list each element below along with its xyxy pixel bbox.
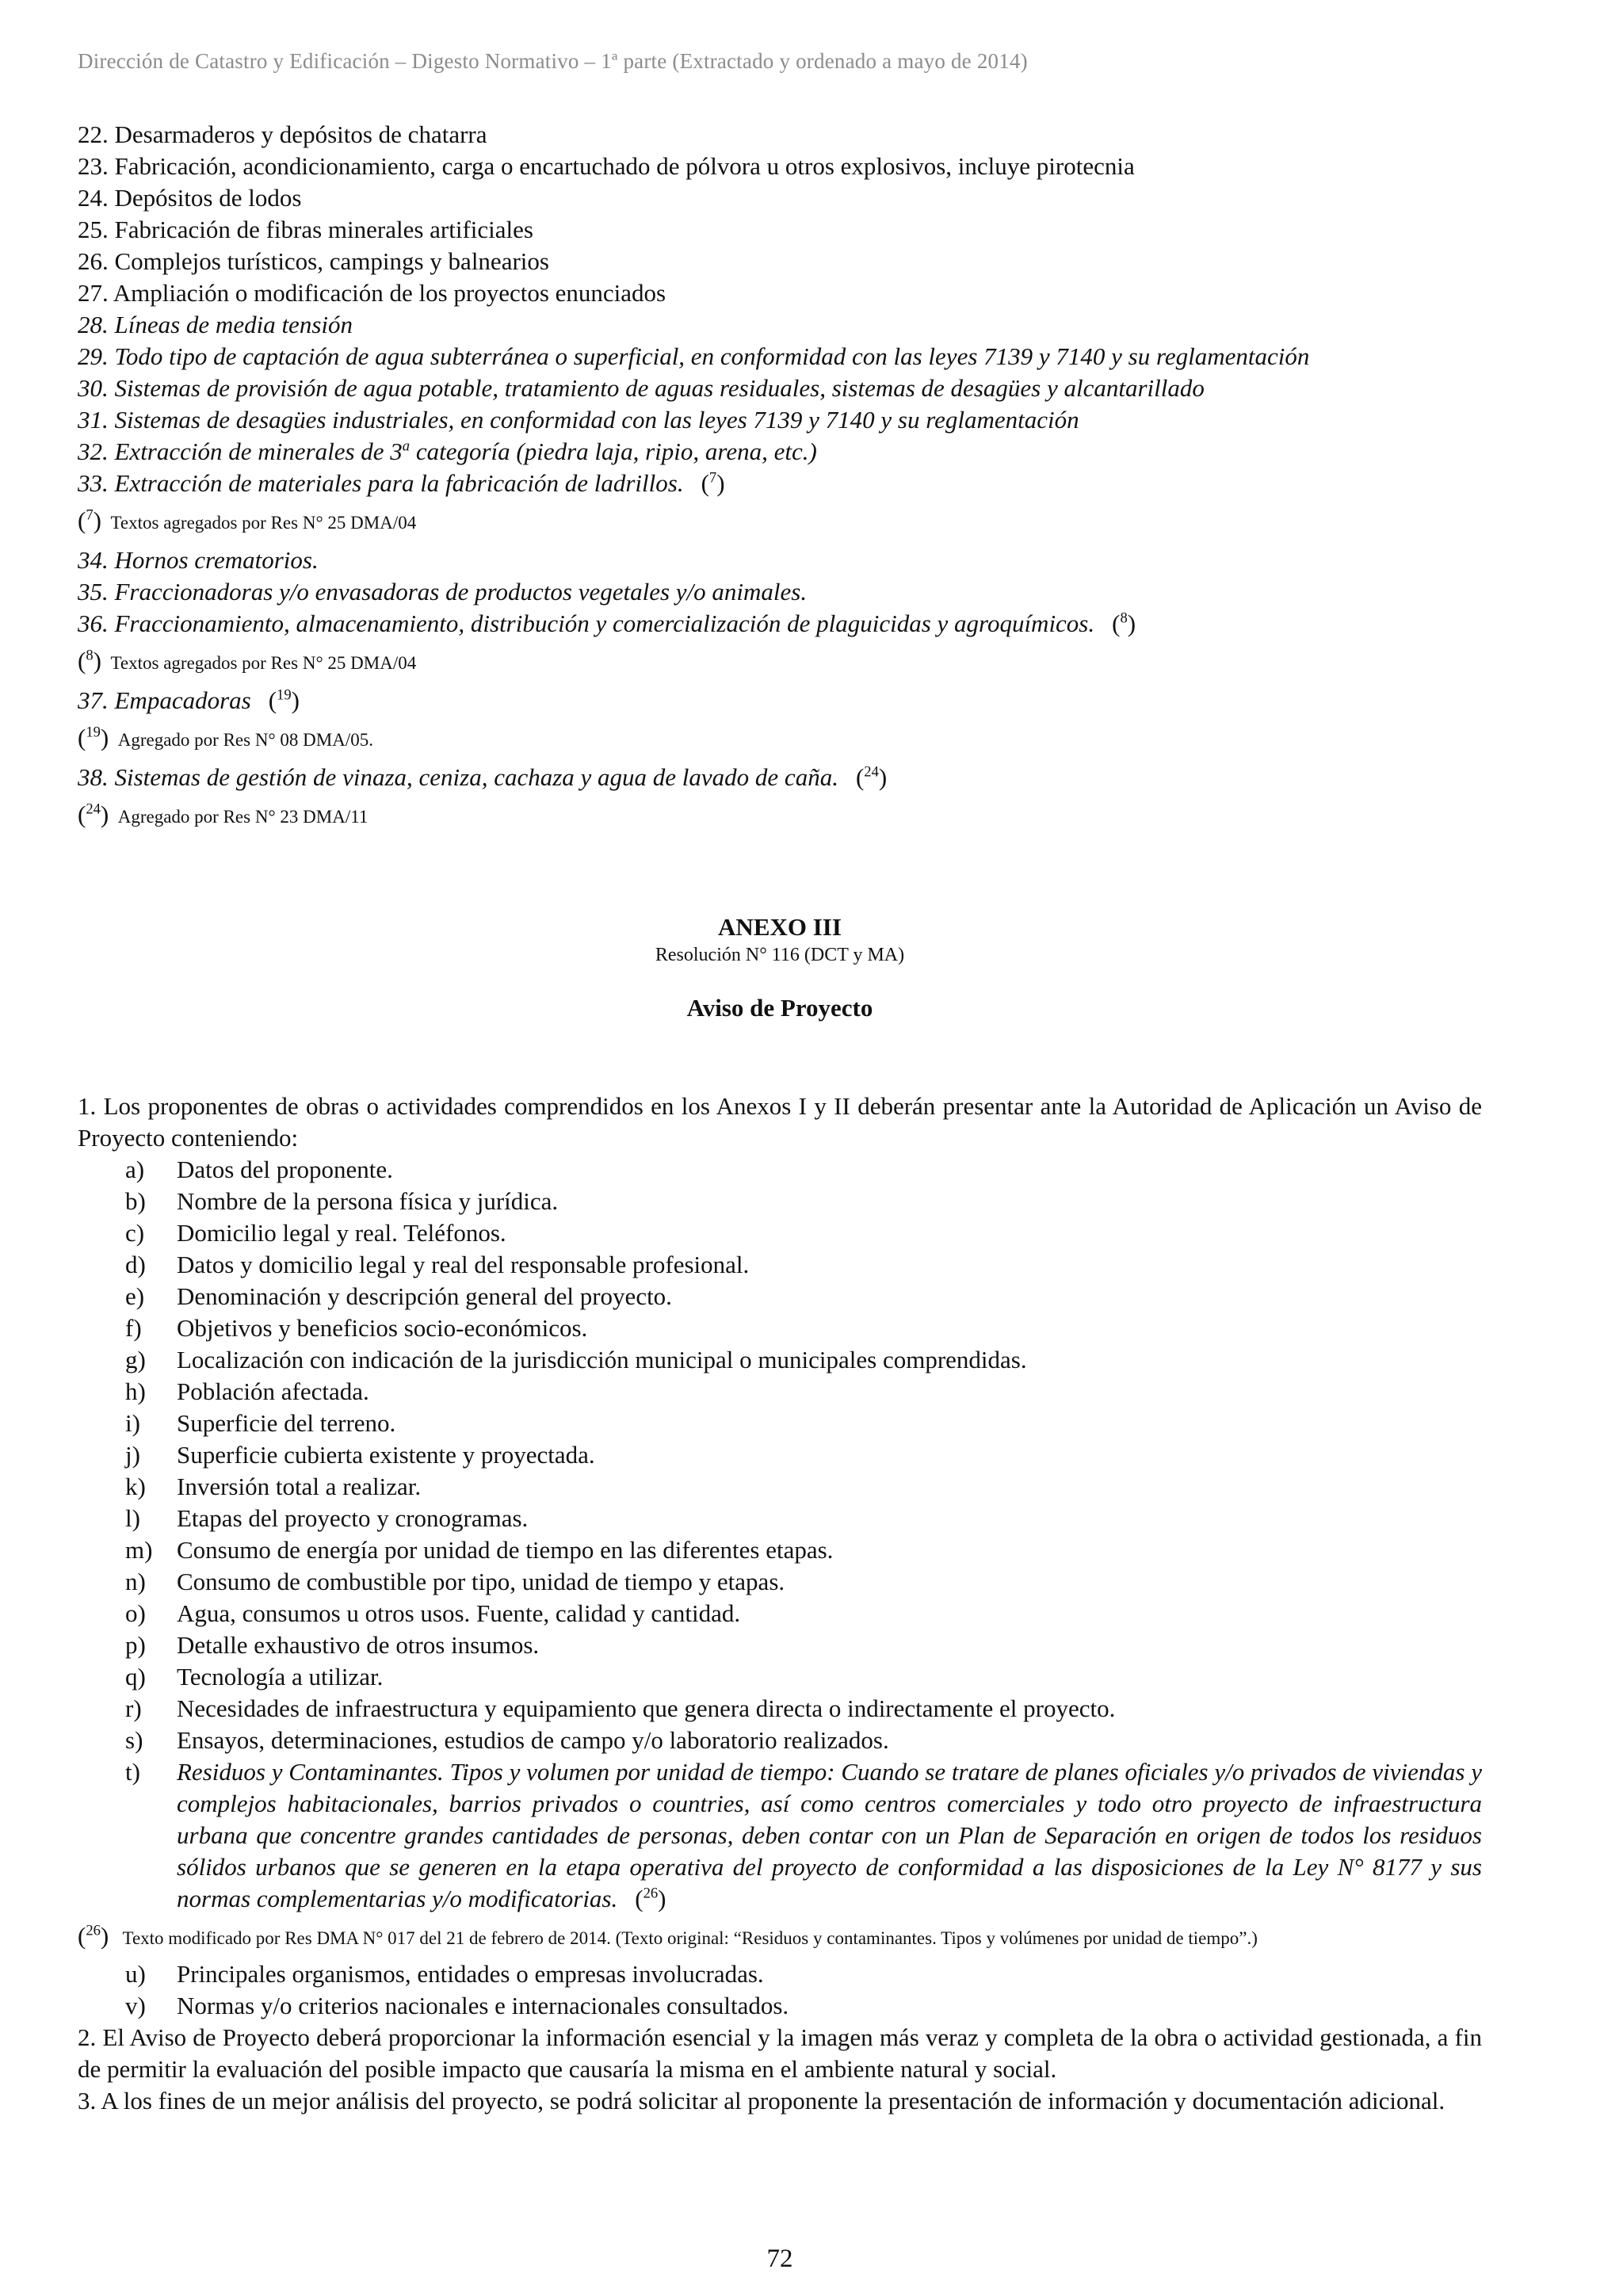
footnote-text: Agregado por Res N° 08 DMA/05. <box>117 730 373 750</box>
list-item-25: 25. Fabricación de fibras minerales artificiales <box>78 216 533 243</box>
list-marker: m) <box>125 1536 153 1564</box>
annex-section-name: Aviso de Proyecto <box>686 994 873 1022</box>
footnote-19 <box>78 724 1482 754</box>
list-marker: g) <box>125 1346 146 1373</box>
annex-iii-body <box>78 1091 1482 2117</box>
footnote-ref-7[interactable]: ($^7$) <box>701 469 725 497</box>
list-item-34: 34. Hornos crematorios. <box>78 546 319 574</box>
list-text: Detalle exhaustivo de otros insumos. <box>177 1631 540 1659</box>
list-text: Principales organismos, entidades o empresas involucradas. <box>177 1960 764 1988</box>
list-item-35: 35. Fraccionadoras y/o envasadoras de productos vegetales y/o animales. <box>78 578 808 606</box>
footnote-mark: ($^{24}$) <box>78 800 109 828</box>
list-text: Denominación y descripción general del proyecto. <box>177 1282 672 1310</box>
footnote-ref-26[interactable]: ($^{26}$) <box>635 1885 666 1912</box>
list-item-33-text: 33. Extracción de materiales para la fabricación de ladrillos. <box>78 469 684 497</box>
list-marker: o) <box>125 1599 146 1627</box>
list-item <box>78 1249 1482 1281</box>
list-marker: s) <box>125 1726 143 1754</box>
list-item-37 <box>78 685 1482 716</box>
list-item <box>78 1217 1482 1249</box>
list-item <box>78 1503 1482 1534</box>
list-marker: f) <box>125 1314 142 1342</box>
list-item <box>78 1154 1482 1186</box>
list-text: Consumo de combustible por tipo, unidad de tiempo y etapas. <box>177 1568 785 1595</box>
annex-iii-heading <box>78 911 1482 1024</box>
list-text: Agua, consumos u otros usos. Fuente, calidad y cantidad. <box>177 1599 741 1627</box>
footnote-text: Textos agregados por Res N° 25 DMA/04 <box>110 513 417 533</box>
footnote-text: Textos agregados por Res N° 25 DMA/04 <box>110 653 417 673</box>
list-marker: b) <box>125 1187 146 1215</box>
list-text: Normas y/o criterios nacionales e internacionales consultados. <box>177 1992 789 2019</box>
list-text: Localización con indicación de la jurisdicción municipal o municipales comprendidas. <box>177 1346 1027 1373</box>
footnote-24 <box>78 801 1482 831</box>
ordinal-superscript: a <box>402 437 411 455</box>
page-number: 72 <box>766 2244 793 2273</box>
list-text: Consumo de energía por unidad de tiempo en las diferentes etapas. <box>177 1536 834 1564</box>
list-item <box>78 1598 1482 1629</box>
list-text: Población afectada. <box>177 1377 369 1405</box>
annex-subtitle: Resolución N° 116 (DCT y MA) <box>655 945 905 965</box>
list-item <box>78 1990 1482 2022</box>
footnote-mark: ($^7$) <box>78 506 101 534</box>
footnote-ref-24[interactable]: ($^{24}$) <box>855 763 888 791</box>
list-item-32 <box>78 436 1482 468</box>
footnote-7 <box>78 507 1482 537</box>
list-item-30: 30. Sistemas de provisión de agua potable, tratamiento de aguas residuales, sistemas de desagües y alcantarillado <box>78 374 1205 402</box>
footnote-26 <box>78 1924 1482 1950</box>
list-marker: d) <box>125 1251 146 1278</box>
running-header: Dirección de Catastro y Edificación – Digesto Normativo – 1ª parte (Extractado y ordenado a mayo de 2014) <box>78 49 1028 73</box>
list-text: Datos y domicilio legal y real del responsable profesional. <box>177 1251 750 1278</box>
list-item-36 <box>78 608 1482 640</box>
footnote-ref-number: 26 <box>643 1885 659 1902</box>
footnote-mark: ($^{19}$) <box>78 724 109 751</box>
list-marker: v) <box>125 1992 146 2019</box>
annex-title: ANEXO III <box>718 913 842 941</box>
footnote-ref-number: 7 <box>708 469 717 487</box>
list-item-24: 24. Depósitos de lodos <box>78 184 302 212</box>
list-item-31: 31. Sistemas de desagües industriales, en conformidad con las leyes 7139 y 7140 y su reglamentación <box>78 406 1079 434</box>
footnote-8 <box>78 648 1482 677</box>
list-item <box>78 1376 1482 1408</box>
list-text: Superficie del terreno. <box>177 1409 396 1437</box>
list-text: Nombre de la persona física y jurídica. <box>177 1187 559 1215</box>
footnote-mark-number: 19 <box>86 724 101 741</box>
list-item <box>78 1661 1482 1693</box>
list-item <box>78 1693 1482 1725</box>
list-item <box>78 1534 1482 1566</box>
list-item-32-text-a: 32. Extracción de minerales de 3 <box>78 437 403 465</box>
list-item-33 <box>78 468 1482 499</box>
list-text: Inversión total a realizar. <box>177 1473 422 1500</box>
list-marker: k) <box>125 1473 146 1500</box>
list-marker: a) <box>125 1156 145 1183</box>
list-item <box>78 1439 1482 1471</box>
footnote-mark: ($^{26}$) <box>78 1922 109 1950</box>
list-text: Etapas del proyecto y cronogramas. <box>177 1504 529 1532</box>
list-item-38-text: 38. Sistemas de gestión de vinaza, ceniza, cachaza y agua de lavado de caña. <box>78 763 838 791</box>
annex-ii-list-continuation <box>78 119 1482 839</box>
footnote-ref-8[interactable]: ($^8$) <box>1112 609 1136 637</box>
footnote-mark-number: 8 <box>86 647 94 664</box>
list-text: Necesidades de infraestructura y equipamiento que genera directa o indirectamente el proyecto. <box>177 1694 1116 1722</box>
list-item <box>78 1186 1482 1217</box>
list-item-27: 27. Ampliación o modificación de los proyectos enunciados <box>78 279 666 307</box>
list-item <box>78 1281 1482 1312</box>
list-text: Ensayos, determinaciones, estudios de campo y/o laboratorio realizados. <box>177 1726 889 1754</box>
list-item-32-text-b: categoría (piedra laja, ripio, arena, etc.) <box>415 437 817 465</box>
list-item-38 <box>78 762 1482 793</box>
list-marker: j) <box>125 1441 140 1469</box>
list-item <box>78 1344 1482 1376</box>
list-marker: i) <box>125 1409 140 1437</box>
list-marker: h) <box>125 1377 146 1405</box>
footnote-ref-number: 24 <box>864 763 879 781</box>
paragraph-3: 3. A los fines de un mejor análisis del proyecto, se podrá solicitar al proponente la presentación de información y documentación adicional. <box>78 2087 1445 2115</box>
footnote-mark-number: 24 <box>86 800 101 818</box>
footnote-mark: ($^8$) <box>78 647 101 674</box>
list-marker: c) <box>125 1219 145 1247</box>
footnote-ref-number: 19 <box>277 686 292 704</box>
list-item-23: 23. Fabricación, acondicionamiento, carga o encartuchado de pólvora u otros explosivos, incluye pirotecnia <box>78 152 1135 180</box>
paragraph-2: 2. El Aviso de Proyecto deberá proporcionar la información esencial y la imagen más veraz y completa de la obra o actividad gestionada, a fin de permitir la evaluación del posible impacto que causaría la misma en el ambiente natural y social. <box>78 2023 1482 2083</box>
footnote-text: Texto modificado por Res DMA N° 017 del 21 de febrero de 2014. (Texto original: “Residuos y contaminantes. Tipos y volúmenes por unidad de tiempo”.) <box>122 1928 1258 1948</box>
requirements-list <box>78 1154 1482 1915</box>
list-text: Domicilio legal y real. Teléfonos. <box>177 1219 506 1247</box>
list-marker: l) <box>125 1504 140 1532</box>
list-marker: e) <box>125 1282 145 1310</box>
list-marker: n) <box>125 1568 146 1595</box>
list-item-36-text: 36. Fraccionamiento, almacenamiento, distribución y comercialización de plaguicidas y agroquímicos. <box>78 609 1095 637</box>
list-item <box>78 1629 1482 1661</box>
residuos-text: Residuos y Contaminantes. Tipos y volumen por unidad de tiempo: Cuando se tratare de planes oficiales y/o privados de viviendas y complejos habitacionales, barrios privados o countries, así como centros comerciales y todo otro proyecto de infraestructura urbana que concentre grandes cantidades de personas, deben contar con un Plan de Separación en origen de todos los residuos sólidos urbanos que se generen en la etapa operativa del proyecto de conformidad a las disposiciones de la Ley N° 8177 y sus normas complementarias y/o modificatorias. <box>177 1758 1482 1912</box>
footnote-mark-number: 7 <box>86 506 94 524</box>
footnote-ref-number: 8 <box>1120 609 1128 627</box>
list-text: Datos del proponente. <box>177 1156 393 1183</box>
list-item-37-text: 37. Empacadoras <box>78 686 251 714</box>
footnote-mark-number: 26 <box>86 1922 101 1939</box>
paragraph-1: 1. Los proponentes de obras o actividades comprendidos en los Anexos I y II deberán presentar ante la Autoridad de Aplicación un Aviso de Proyecto conteniendo: <box>78 1092 1482 1152</box>
list-marker: r) <box>125 1694 142 1722</box>
list-item-28: 28. Líneas de media tensión <box>78 311 353 338</box>
requirements-list-continued <box>78 1958 1482 2022</box>
list-item-29: 29. Todo tipo de captación de agua subterránea o superficial, en conformidad con las leyes 7139 y 7140 y su reglamentación <box>78 342 1310 370</box>
list-item-t <box>78 1756 1482 1915</box>
list-item <box>78 1566 1482 1598</box>
list-marker: t) <box>125 1758 140 1786</box>
list-item <box>78 1725 1482 1756</box>
list-item <box>78 1312 1482 1344</box>
list-text: Superficie cubierta existente y proyectada. <box>177 1441 595 1469</box>
list-marker: u) <box>125 1960 146 1988</box>
list-item-26: 26. Complejos turísticos, campings y balnearios <box>78 247 549 275</box>
list-text <box>177 1756 1482 1915</box>
list-item <box>78 1408 1482 1439</box>
list-marker: p) <box>125 1631 146 1659</box>
list-marker: q) <box>125 1663 146 1690</box>
list-text: Tecnología a utilizar. <box>177 1663 384 1690</box>
list-text: Objetivos y beneficios socio-económicos. <box>177 1314 588 1342</box>
list-item-22: 22. Desarmaderos y depósitos de chatarra <box>78 120 487 148</box>
list-item <box>78 1958 1482 1990</box>
list-item <box>78 1471 1482 1503</box>
footnote-ref-19[interactable]: ($^{19}$) <box>268 686 300 714</box>
footnote-text: Agregado por Res N° 23 DMA/11 <box>117 807 369 827</box>
